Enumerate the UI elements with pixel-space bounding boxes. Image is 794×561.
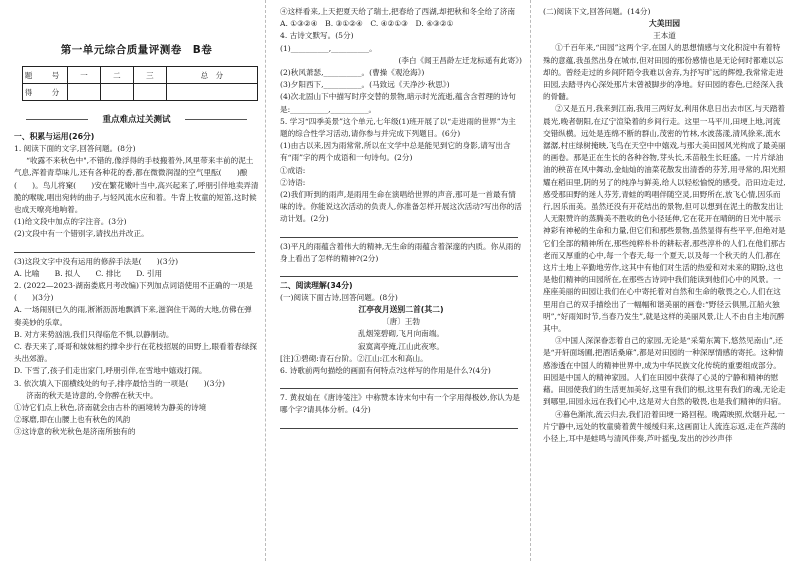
- question-3-item: ①诗它们点上秋色,济南就会由古朴的画境转为静美的诗境: [14, 403, 207, 413]
- question-1-3: (3)这段文字中没有运用的修辞手法是( )(3分): [14, 256, 179, 266]
- exam-title: 第一单元综合质量评测卷 B卷: [60, 44, 213, 56]
- essay-paragraph: ①千百年来,“田园”这两个字,在国人的思想情感与文化积淀中有着特殊的意蕴,我虽然出身在城市,但对田园的那份感情也是无论何时都难以忘却的。曾经走过的乡间阡陌令我难以舍弃,为抒写旷远的辉煌,我常常走进田园,去踏寻内心深处那片未曾被脚步的净地。好田园的春色,已经深入我的骨髓。: [543, 43, 784, 102]
- question-2-option-a: A. 一场闹别已久的雨,淅淅沥沥地飘洒下来,滋润住干渴的大地,仿佛在弹奏美妙的乐章。: [14, 305, 252, 327]
- score-header-cell: 三: [133, 67, 166, 84]
- essay-paragraph: ③中国人深深眷恋着自己的家园,无论是“采菊东篱下,悠然见南山”,还是“开轩面场圃,把酒话桑麻”,都是对田园的一种深厚情感的寄托。这种情感渗透在中国人的精神世界中,成为中华民族文化传统的重要组成部分。田园是中国人的精神家园。人们在田园中获得了心灵的宁静和精神的慰藉。田园使我们的生活更加美好,这里有我们的根,这里有我们的魂,无论走到哪里,田园永远在我们心中,这是对大自然的敬畏,也是我们精神的归宿。: [543, 336, 786, 407]
- question-1-3-options: A. 比喻 B. 拟人 C. 排比 D. 引用: [14, 268, 163, 278]
- question-4: 4. 古诗文默写。(5分): [280, 31, 354, 41]
- question-2-option-b: B. 对方来势汹汹,我们只得临危不惧,以静制动。: [14, 329, 174, 339]
- reading-passage: “收露不来秋色中",不错的,像浮得的手枝搬着外,风里带来丰前的泥土气息,浑着青草味儿,还有各种花的香,都在微微润湿的空气里酝( )酿( )。鸟儿将窠( )安在繁花嫩叶当中,高兴起来了,呼朋引伴地卖弄清脆的喉咙,唱出宛转的曲子,与轻风流水应和着。牛背上牧童的短笛,这时候也成天嘹亮地响着。: [14, 156, 259, 215]
- answer-line[interactable]: [280, 226, 518, 238]
- question-4-1-source: (李白《闻王昌龄左迁龙标遥有此寄》): [398, 55, 522, 65]
- score-cell[interactable]: [68, 84, 101, 101]
- poem-author: 〔唐〕王勃: [382, 317, 420, 327]
- essay-paragraph: ④暮色渐浓,流云归去,我们沿着田埂一路回程。晚霞映照,炊烟升起,一片宁静中,远处的牧童骑着黄牛缓缓归来,这画面让人流连忘返,走在芦荡的小径上,耳中是蛙鸣与清风伴奏,芦叶摇曳,发出的沙沙声伴: [543, 409, 786, 443]
- score-row-label: 得 分: [23, 84, 68, 101]
- answer-line[interactable]: [280, 377, 518, 389]
- question-4-1: (1)__________,__________。: [280, 43, 377, 53]
- question-3-text: 济南的秋天是诗意的,令你醉在秋天中。: [26, 390, 158, 400]
- score-header-cell: 总 分: [166, 67, 257, 84]
- question-3: 3. 依次填入下面横线处的句子,排序最恰当的一项是( )(3分): [14, 378, 226, 388]
- reading-2-heading: (二)阅读下文,回答问题。(14分): [543, 7, 651, 16]
- section-heading: 一、积累与运用(26分): [14, 132, 95, 141]
- essay-paragraph: ②又是五月,我来到江南,我用三两好友,利用休息日出去市区,与天踏着晨光,晚者朝阳,在辽宁渲染着的乡间行走。这里一马平川,田埂上地,河流交错纵横。远处是连绵不断的群山,茂密的竹林,水波荡漾,清风徐来,流水潺潺,村庄绿树掩映,飞鸟在天空中中嬉戏,与那大美田园风光构成了最美丽的画卷。那是正在生长的各种谷物,芽头长,禾苗般生长旺盛。一片片绿油油的秧苗在风中舞动,金灿灿的油菜花散发出清香的芬芳,用寻常的,阳光照耀在稻田里,阴的另了的纯净与鲜美,给人以轻松愉悦的感受。沿田边走过,感受那田野的迷人芬芳,青蛙的鸣唱伴随空灵,田野所在,放飞心情,因乐而行,因乐而美。虽然还没有开花结出的景物,但可以想到在泥土的散发出让人无限赞许的蒸腾美不胜收的色小径延伸,它在花开在晴朗的日光中展示神彩有神秘的生命和力量,但它们和那些景物,虽然显得有些平平,但绝对是它们全部的精神所在,那些纯粹朴朴的耕耘者,那些淳朴的人们,在他们那古老而又厚重的心中,每一个春天,每一个夏天,以及每一个秋天的人们,都在这片土地上辛勤地劳作,这其中有他们对生活的热爱和对未来的期盼,这也是他们精神的田园所在,在那些古诗词中我们能读到他们心中的风景。一座座美丽的田园让我们在心中寄托着对自然和生命的敬畏之心,人们在这里用自己的双手描绘出了一幅幅和谐美丽的画卷:“野径云俱黑,江船火独明”,“好雨知时节,当春乃发生”,就是这样的美丽风景,让人不由自主地沉醉其中。: [543, 104, 786, 334]
- essay-title: 大美田园: [648, 19, 681, 29]
- question-4-3: (3)夕阳西下,__________。(马致远《天净沙·秋思》): [280, 80, 450, 90]
- score-table-header-row: [23, 67, 258, 84]
- question-3-item: ③这诗意的秋光秋色是济南所独有的: [14, 427, 136, 437]
- question-3-item: ②琢磨,即在山腰上也有秋色的风韵: [14, 415, 131, 425]
- question-1-2: (2)文段中有一个错别字,请找出并改正。: [14, 229, 149, 239]
- column-1: [0, 0, 265, 561]
- question-5-1: (1)由古以来,因为雨常常,所以在文学中总是能见到它的身影,请写出含有“雨”字的两个成语和一句诗句。(2分): [280, 141, 511, 163]
- question-7: 7. 黄叔灿在《唐诗笺注》中称赞本诗末句中有一个字用得极妙,你认为是哪个字?请具体分析。(4分): [280, 393, 520, 415]
- score-cell[interactable]: [100, 84, 133, 101]
- question-4-2: (2)秋风萧瑟,__________。(曹操《观沧海》): [280, 68, 425, 78]
- score-header-cell: 二: [100, 67, 133, 84]
- question-5: 5. 学习“四季美景”这个单元,七年级(1)班开展了以“走进雨的世界”为主题的综合性学习活动,请你参与并完成下列题目。(6分): [280, 116, 516, 139]
- question-2-option-d: D. 下雪了,孩子们走出家门,呼朋引伴,在雪地中嬉戏打闹。: [14, 366, 207, 376]
- column-3: [530, 0, 794, 561]
- score-cell[interactable]: [133, 84, 166, 101]
- question-6: 6. 诗歌前两句描绘的画面有何特点?这样写的作用是什么?(4分): [280, 366, 491, 376]
- answer-line[interactable]: [280, 417, 518, 429]
- score-cell[interactable]: [166, 84, 257, 101]
- poem-line: 寂寞离亭掩,江山此夜寒。: [358, 341, 444, 351]
- question-2-option-c: C. 春天来了,哥哥和妹妹相约撑伞步行在花枝招展的田野上,眼看着春绿探头出郊游。: [14, 342, 258, 364]
- question-5-1-a: ①成语:: [280, 165, 306, 175]
- answer-line[interactable]: [280, 265, 518, 277]
- question-1: 1. 阅读下面的文字,回答问题。(8分): [14, 144, 136, 153]
- poem-line: 乱烟笼碧砌,飞月向南端。: [358, 329, 444, 339]
- question-5-1-b: ②诗语:: [280, 177, 306, 187]
- essay-author: 王本道: [653, 31, 676, 41]
- answer-line[interactable]: [14, 241, 255, 253]
- section-banner: 重点难点过关测试: [14, 113, 259, 125]
- question-1-1: (1)给文段中加点的字注音。(3分): [14, 217, 127, 227]
- score-table-score-row: [23, 84, 258, 101]
- question-5-3: (3)平凡的雨蕴含着伟大的精神,无生命的雨蕴含着深邃的内质。你从雨的身上看出了怎样的精神?(2分): [280, 241, 521, 263]
- score-table: [22, 66, 258, 101]
- question-3-options: A. ①③②④ B. ③①②④ C. ④②①③ D. ④③②①: [280, 19, 454, 29]
- score-header-cell: 题 号: [23, 67, 68, 84]
- score-header-cell: 一: [68, 67, 101, 84]
- question-4-4: (4)次北固山下中描写时序交替的景物,暗示时光流逝,蕴含含哲理的诗句是:__________,__________。: [280, 92, 516, 114]
- question-2: 2. (2022—2023·湖南娄底月考改编)下列加点词语使用不正确的一项是( )(3分): [14, 281, 253, 303]
- section-heading: 二、阅读理解(34分): [280, 281, 353, 291]
- question-5-2: (2)我们听到的雨声,是雨用生命在演唱给世界的声音,那可是一首最有情味的诗。你能说这次活动的负责人,你准备怎样开展这次活动?写出你的活动计划。(2分): [280, 190, 522, 224]
- poem-title: 江亭夜月送别二首(其二): [358, 305, 444, 315]
- poem-note: [注]①碧砌:青石台阶。②江山:江水和高山。: [280, 353, 428, 363]
- column-2: [265, 0, 530, 561]
- reading-1-heading: (一)阅读下面古诗,回答问题。(8分): [280, 293, 398, 303]
- question-3-item: ④这样看来,上天把夏天给了瑞士,把春给了西湖,却把秋和冬全给了济南: [280, 7, 516, 16]
